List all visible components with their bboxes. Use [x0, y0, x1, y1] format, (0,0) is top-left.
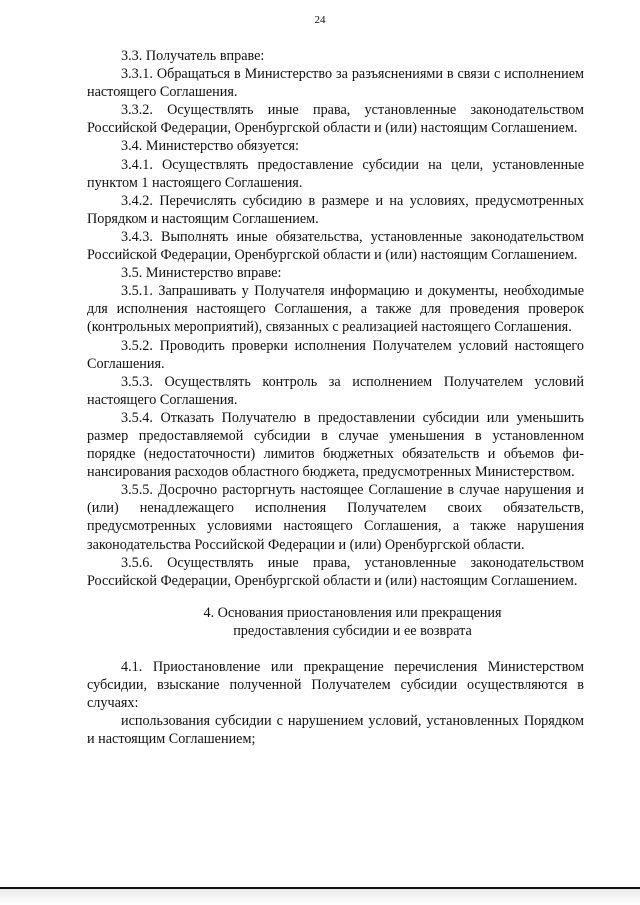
- page-number: 24: [314, 14, 326, 26]
- spacer: [87, 590, 584, 604]
- paragraph-3-5-5: 3.5.5. Досрочно расторгнуть настоящее Соглашение в случае нарушения и (или) ненадлежащего исполнения Получателем своих обязательств, предусмотренных условиями настоящего Соглашения, а также нарушения законодательства Российской Федерации и (или) Оренбургской области.: [87, 482, 584, 553]
- paragraph-3-5-3: 3.5.3. Осуществлять контроль за исполнением Получателем условий настоящего Соглашения.: [87, 373, 584, 408]
- paragraph-3-4: 3.4. Министерство обязуется:: [121, 138, 299, 155]
- section-4-heading-line1: 4. Основания приостановления или прекращения: [203, 604, 502, 621]
- paragraph-3-5-2: 3.5.2. Проводить проверки исполнения Получателем условий настоящего Соглашения.: [87, 337, 584, 372]
- paragraph-3-5-1: 3.5.1. Запрашивать у Получателя информацию и документы, необходимые для исполнения настоящего Соглашения, а также для проведения проверок (контрольных мероприятий), связанных с реализацией настоящего Соглашения.: [87, 283, 584, 336]
- paragraph-3-4-3: 3.4.3. Выполнять иные обязательства, установленные законодательством Российской Федерации, Оренбургской области и (или) настоящим Соглашением.: [87, 228, 584, 264]
- paragraph-3-3-2: 3.3.2. Осуществлять иные права, установленные законодательством Российской Федерации, Оренбургской области и (или) настоящим Соглашением.: [87, 102, 584, 137]
- paragraph-3-4-1: 3.4.1. Осуществлять предоставление субсидии на цели, установленные пунктом 1 настоящего Соглашения.: [87, 156, 584, 191]
- paragraph-3-5: 3.5. Министерство вправе:: [121, 265, 282, 282]
- scan-edge-shadow: [0, 889, 640, 905]
- paragraph-3-3-1: 3.3.1. Обращаться в Министерство за разъяснениями в связи с исполнением настоящего Соглашения.: [87, 66, 584, 101]
- paragraph-3-5-4: 3.5.4. Отказать Получателю в предоставлении субсидии или уменьшить размер предоставляемой субсидии в случае уменьшения в установленном порядке (недостаточности) лимитов бюджетных обязательств и объемов финансирования расходов областного бюджета, предусмотренных Министерством.: [87, 409, 584, 481]
- paragraph-3-5-6: 3.5.6. Осуществлять иные права, установленные законодательством Российской Федерации, Оренбургской области и (или) настоящим Соглашением.: [87, 554, 584, 589]
- paragraph-4-1: 4.1. Приостановление или прекращение перечисления Министерством субсидии, взыскание полученной Получателем субсидии осуществляются в случаях:: [87, 659, 584, 712]
- paragraph-3-3: 3.3. Получатель вправе:: [121, 48, 265, 64]
- section-4-heading-line2: предоставления субсидии и ее возврата: [233, 622, 472, 639]
- paragraph-4-1-case: использования субсидии с нарушением условий, установленных Порядком и настоящим Соглашением;: [87, 713, 584, 748]
- document-body: [87, 47, 584, 748]
- paragraph-3-4-2: 3.4.2. Перечислять субсидию в размере и на условиях, предусмотренных Порядком и настоящим Соглашением.: [87, 192, 584, 227]
- spacer: [87, 640, 584, 658]
